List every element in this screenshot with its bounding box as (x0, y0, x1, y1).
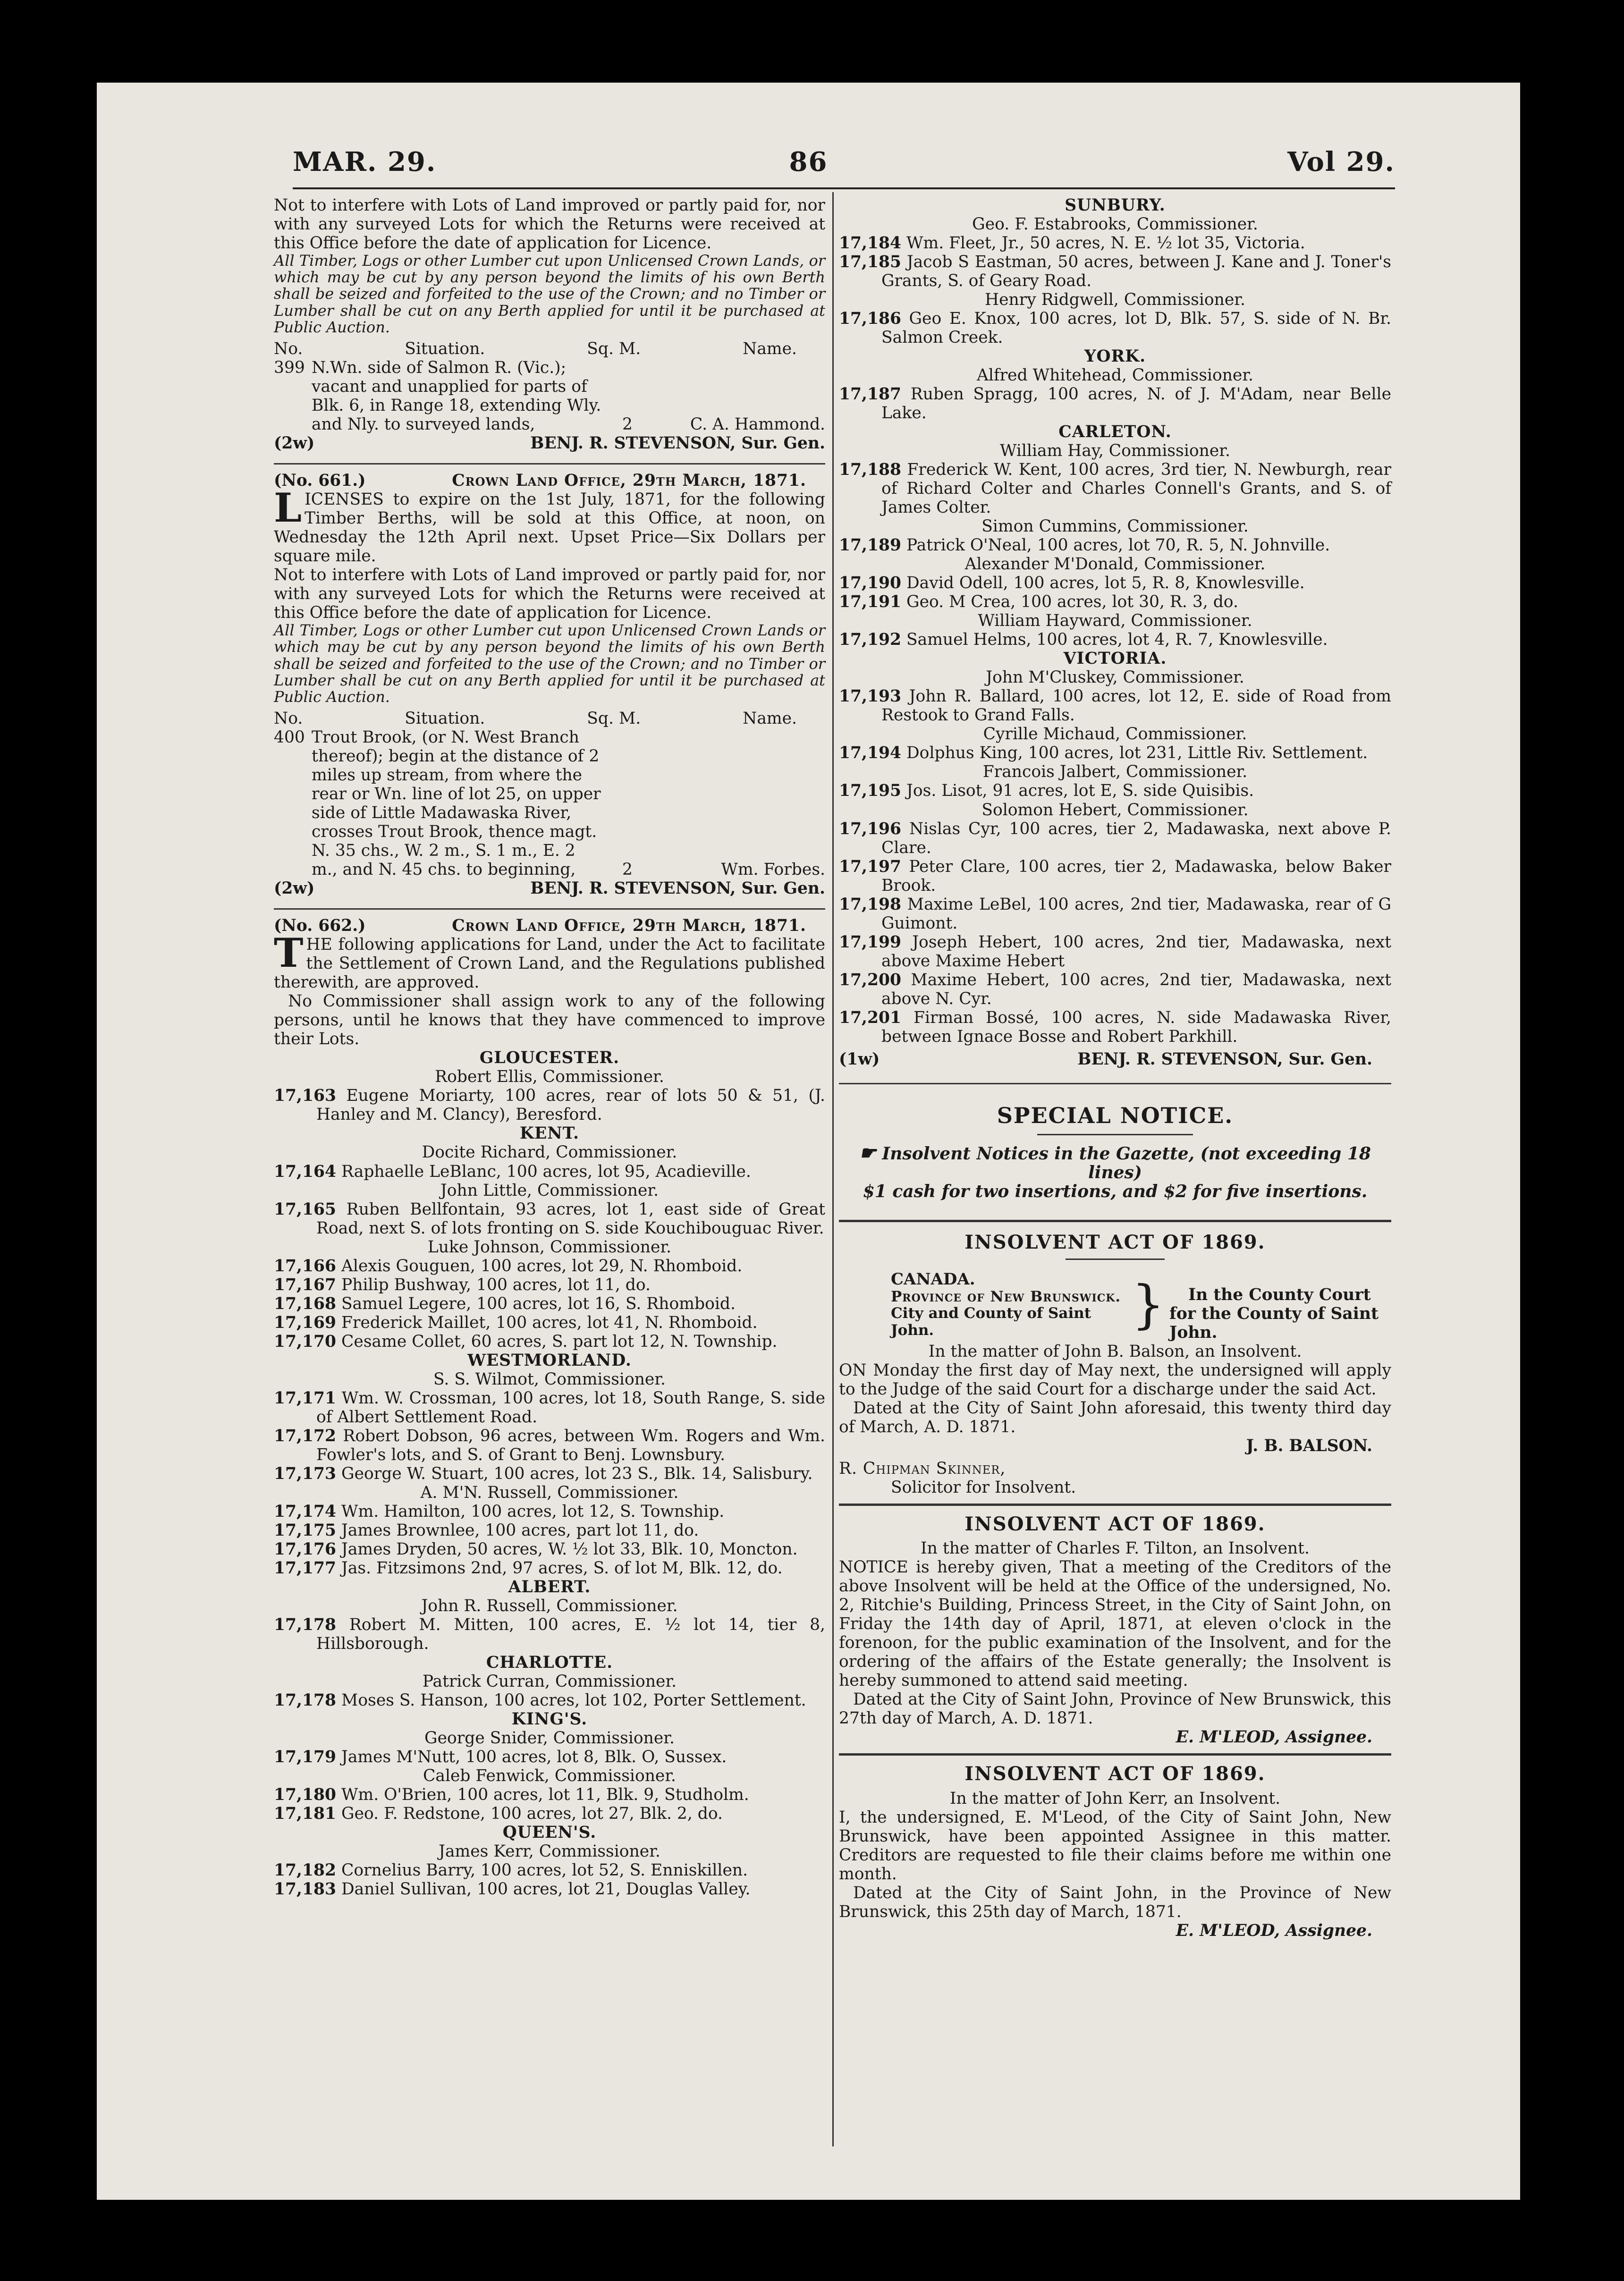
entry-number: 17,175 (274, 1521, 337, 1540)
col-no: No. (274, 709, 303, 728)
entry-text: David Odell, 100 acres, lot 5, R. 8, Knowlesville. (906, 574, 1305, 593)
berth-situation: Trout Brook, (or N. West Branch thereof); begin at the distance of 2 miles up stream, from where the rear or Wn. line of lot 25, on upper side of Little Madawaska River, crosses Trout Brook, thence magt. N. 35 chs., W. 2 m., S. 1 m., E. 2 m., and N. 45 chs. to beginning, (312, 728, 601, 879)
solicitor-name: R. Chipman Skinner, (839, 1459, 1006, 1478)
col-no: No. (274, 339, 303, 358)
application-entry (274, 1294, 825, 1313)
berth-name: C. A. Hammond. (690, 415, 825, 434)
commissioner: Geo. F. Estabrooks, Commissioner. (972, 215, 1258, 234)
entry-number: 17,163 (274, 1086, 337, 1106)
signature: BENJ. R. STEVENSON, Sur. Gen. (530, 879, 825, 898)
notice-body: I, the undersigned, E. M'Leod, of the City of Saint John, New Brunswick, have been appointed Assignee in this matter. Creditors are requested to file their claims before me within one month. (839, 1808, 1391, 1884)
entry-number: 17,190 (839, 574, 902, 593)
divider (274, 908, 825, 910)
dated-line: Dated at the City of Saint John aforesaid, this twenty third day of March, A. D. 1871. (839, 1398, 1391, 1436)
page-header (97, 146, 1520, 189)
special-notice-title: SPECIAL NOTICE. (997, 1102, 1234, 1128)
entry-text: Robert M. Mitten, 100 acres, E. ½ lot 14, tier 8, Hillsborough. (316, 1615, 826, 1653)
entry-number: 17,201 (839, 1008, 902, 1027)
entry-number: 17,185 (839, 253, 902, 272)
entry-text: Geo. M Crea, 100 acres, lot 30, R. 3, do. (906, 592, 1238, 612)
county-list (274, 1048, 825, 1899)
commissioner: Luke Johnson, Commissioner. (427, 1237, 672, 1257)
application-entry (274, 1389, 825, 1427)
notice-paragraph: No Commissioner shall assign work to any of the following persons, until he knows that they have commenced to improve their Lots. (274, 992, 825, 1049)
entry-text: Jas. Fitzsimons 2nd, 97 acres, S. of lot M, Blk. 12, do. (341, 1558, 783, 1578)
notice-number: (No. 661.) (274, 471, 366, 490)
county-heading: KING'S. (511, 1709, 588, 1729)
application-entry (274, 1276, 825, 1294)
col-situation: Situation. (405, 709, 485, 728)
dated-line: Dated at the City of Saint John, Province of New Brunswick, this 27th day of March, A. D. 1871. (839, 1690, 1391, 1728)
entry-number: 17,166 (274, 1256, 337, 1276)
commissioner: Alfred Whitehead, Commissioner. (976, 366, 1254, 385)
entry-text: Jacob S Eastman, 50 acres, between J. Kane and J. Toner's Grants, S. of Geary Road. (881, 253, 1392, 291)
county-heading: GLOUCESTER. (479, 1048, 620, 1068)
entry-text: Dolphus King, 100 acres, lot 231, Little Riv. Settlement. (906, 743, 1368, 763)
dated-line: Dated at the City of Saint John, in the Province of New Brunswick, this 25th day of March, 1871. (839, 1883, 1391, 1921)
application-entry (839, 857, 1391, 895)
entry-number: 17,182 (274, 1861, 337, 1880)
entry-text: Alexis Gouguen, 100 acres, lot 29, N. Rhomboid. (341, 1256, 743, 1276)
brace: } (1132, 1274, 1165, 1335)
commissioner: Patrick Curran, Commissioner. (422, 1672, 677, 1691)
application-entry (274, 1540, 825, 1559)
entry-text: Wm. Fleet, Jr., 50 acres, N. E. ½ lot 35, Victoria. (906, 234, 1305, 253)
entry-number: 17,191 (839, 592, 902, 612)
commissioner: Caleb Fenwick, Commissioner. (423, 1766, 677, 1785)
short-rule (1066, 1259, 1165, 1260)
county-heading: YORK. (1084, 347, 1146, 366)
commissioner: William Hay, Commissioner. (1000, 441, 1230, 461)
berth-situation: N.Wn. side of Salmon R. (Vic.); vacant and unapplied for parts of Blk. 6, in Range 18, extending Wly. and Nly. to surveyed lands, (312, 358, 601, 434)
jurisdiction-block (839, 1267, 1391, 1342)
entry-text: Geo E. Knox, 100 acres, lot D, Blk. 57, S. side of N. Br. Salmon Creek. (881, 309, 1391, 347)
insertion-code: (2w) (274, 434, 315, 453)
application-entry (839, 385, 1391, 422)
application-entry (274, 1086, 825, 1124)
entry-number: 17,169 (274, 1313, 337, 1332)
notice-heading (274, 916, 825, 935)
application-entry (839, 253, 1391, 290)
commissioner: Alexander M'Donald, Commissioner. (964, 555, 1266, 574)
application-entry (274, 1559, 825, 1578)
county-heading: CHARLOTTE. (486, 1653, 613, 1672)
divider (839, 1083, 1391, 1084)
notice-number: (No. 662.) (274, 916, 366, 936)
court-line: In the County Court (1188, 1285, 1371, 1304)
commissioner: James Kerr, Commissioner. (439, 1842, 660, 1861)
entry-text: Wm. O'Brien, 100 acres, lot 11, Blk. 9, Studholm. (341, 1785, 749, 1805)
entry-number: 17,197 (839, 857, 902, 876)
insolvent-notice-balson (839, 1232, 1391, 1497)
application-entry (839, 781, 1391, 800)
col-sqm: Sq. M. (587, 709, 641, 728)
pointing-hand-icon: ☛ (859, 1142, 876, 1165)
entry-number: 17,184 (839, 234, 902, 253)
application-entry (839, 630, 1391, 649)
gazette-page (97, 83, 1520, 2200)
county-heading: VICTORIA. (1063, 649, 1167, 668)
commissioner: Simon Cummins, Commissioner. (981, 517, 1249, 536)
commissioner: John Little, Commissioner. (440, 1181, 659, 1200)
office-date: Crown Land Office, 29th March, 1871. (452, 916, 806, 936)
province: Province of New Brunswick. (891, 1288, 1121, 1305)
application-entry (274, 1502, 825, 1521)
notice-body: ON Monday the first day of May next, the undersigned will apply to the Judge of the said Court for a discharge under the said Act. (839, 1360, 1391, 1399)
col-name: Name. (743, 339, 797, 358)
divider (839, 1504, 1391, 1506)
application-entry (274, 1464, 825, 1483)
commissioner: Francois Jalbert, Commissioner. (982, 762, 1248, 782)
signature: BENJ. R. STEVENSON, Sur. Gen. (530, 434, 825, 453)
left-column (274, 196, 825, 1899)
county-heading: CARLETON. (1058, 422, 1172, 442)
city: City and County of Saint John. (891, 1305, 1091, 1339)
entry-number: 17,170 (274, 1332, 337, 1351)
entry-text: Cesame Collet, 60 acres, S. part lot 12, N. Township. (341, 1332, 778, 1351)
signature: BENJ. R. STEVENSON, Sur. Gen. (1077, 1049, 1372, 1069)
application-entry (839, 592, 1391, 611)
header-volume: Vol 29. (1287, 146, 1395, 177)
divider (839, 1220, 1391, 1222)
right-column (839, 196, 1391, 1940)
county-heading: QUEEN'S. (502, 1823, 597, 1842)
entry-text: Wm. Hamilton, 100 acres, lot 12, S. Township. (341, 1502, 725, 1521)
signer: E. M'LEOD, Assignee. (1176, 1921, 1372, 1940)
application-entry (274, 1861, 825, 1880)
notice-body: NOTICE is hereby given, That a meeting of the Creditors of the above Insolvent will be held at the Office of the undersigned, No. 2, Ritchie's Building, Princess Street, in the City of Saint John, on Friday the 14th day of April, 1871, at eleven o'clock in the forenoon, for the public examination of the Insolvent, and for the ordering of the affairs of the Estate generally; the Insolvent is hereby summoned to attend said meeting. (839, 1558, 1391, 1690)
entry-text: Daniel Sullivan, 100 acres, lot 21, Douglas Valley. (341, 1880, 751, 1899)
commissioner: Robert Ellis, Commissioner. (435, 1067, 664, 1087)
insertion-code: (1w) (839, 1049, 880, 1069)
table-header (274, 709, 825, 728)
entry-number: 17,173 (274, 1464, 337, 1483)
commissioner: George Snider, Commissioner. (424, 1728, 675, 1748)
entry-number: 17,178 (274, 1690, 337, 1710)
application-entry (839, 309, 1391, 347)
special-notice-line: ☛ Insolvent Notices in the Gazette, (not exceeding 18 lines) (859, 1142, 1371, 1183)
application-entry (839, 460, 1391, 517)
berth-row (274, 728, 825, 879)
entry-text: Eugene Moriarty, 100 acres, rear of lots 50 & 51, (J. Hanley and M. Clancy), Beresford. (316, 1086, 826, 1124)
entry-text: Robert Dobson, 96 acres, between Wm. Rogers and Wm. Fowler's lots, and S. of Grant to Benj. Lownsbury. (316, 1426, 826, 1464)
solicitor-role: Solicitor for Insolvent. (891, 1478, 1076, 1497)
entry-text: Jos. Lisot, 91 acres, lot E, S. side Quisibis. (906, 781, 1254, 801)
entry-number: 17,168 (274, 1294, 337, 1313)
entry-number: 17,188 (839, 460, 902, 480)
application-entry (274, 1785, 825, 1804)
entry-text: Samuel Legere, 100 acres, lot 16, S. Rhomboid. (341, 1294, 736, 1313)
notice-paragraph: Not to interfere with Lots of Land improved or partly paid for, nor with any surveyed Lots for which the Returns were received at this Office before the date of application for Licence. (274, 566, 825, 623)
entry-text: Maxime Hebert, 100 acres, 2nd tier, Madawaska, next above N. Cyr. (881, 970, 1392, 1008)
application-entry (839, 574, 1391, 592)
application-entry (839, 1008, 1391, 1046)
application-entry (274, 1615, 825, 1653)
berth-sqm: 2 (622, 415, 633, 434)
notice-body: THE following applications for Land, under the Act to facilitate the Settlement of Crown Land, and the Regulations published therewith, are approved. (274, 929, 825, 992)
commissioner: Cyrille Michaud, Commissioner. (983, 725, 1247, 744)
berth-no: 399 (274, 358, 305, 377)
entry-text: Philip Bushway, 100 acres, lot 11, do. (341, 1275, 651, 1294)
commissioner: John R. Russell, Commissioner. (421, 1596, 678, 1615)
entry-text: Patrick O'Neal, 100 acres, lot 70, R. 5, N. Johnville. (906, 536, 1330, 555)
entry-number: 17,164 (274, 1162, 337, 1181)
application-entry (839, 743, 1391, 762)
berth-sqm: 2 (622, 860, 633, 879)
court-line: for the County of Saint John. (1169, 1304, 1379, 1342)
entry-number: 17,172 (274, 1426, 337, 1445)
header-rule (293, 187, 1395, 189)
entry-number: 17,178 (274, 1615, 337, 1634)
signer: J. B. BALSON. (1246, 1436, 1372, 1455)
entry-number: 17,192 (839, 630, 902, 650)
header-date: MAR. 29. (293, 146, 437, 177)
entry-text: Raphaelle LeBlanc, 100 acres, lot 95, Acadieville. (341, 1162, 751, 1181)
application-entry (274, 1162, 825, 1181)
entry-number: 17,165 (274, 1200, 337, 1219)
application-entry (839, 536, 1391, 555)
application-entry (839, 687, 1391, 725)
entry-text: George W. Stuart, 100 acres, lot 23 S., Blk. 14, Salisbury. (341, 1464, 813, 1483)
commissioner: John M'Cluskey, Commissioner. (986, 668, 1244, 687)
entry-number: 17,179 (274, 1747, 337, 1766)
entry-number: 17,194 (839, 743, 902, 763)
insolvent-notice-kerr (839, 1763, 1391, 1940)
application-entry (274, 1257, 825, 1276)
signature-line (274, 434, 825, 453)
entry-text: James Brownlee, 100 acres, part lot 11, do. (341, 1521, 699, 1540)
drop-cap: L (274, 484, 302, 532)
divider (274, 463, 825, 465)
entry-number: 17,171 (274, 1388, 337, 1408)
application-entry (274, 1427, 825, 1464)
matter-line: In the matter of John Kerr, an Insolvent. (949, 1789, 1281, 1808)
entry-number: 17,181 (274, 1804, 337, 1824)
commissioner: William Hayward, Commissioner. (978, 611, 1252, 631)
application-entry (274, 1804, 825, 1823)
entry-text: Ruben Spragg, 100 acres, N. of J. M'Adam, near Belle Lake. (881, 385, 1391, 423)
entry-number: 17,167 (274, 1275, 337, 1294)
entry-number: 17,186 (839, 309, 902, 329)
col-situation: Situation. (405, 339, 485, 358)
entry-text: Ruben Bellfontain, 93 acres, lot 1, east side of Great Road, next S. of lots fronting on S. side Kouchibouguac River. (316, 1200, 826, 1238)
entry-number: 17,198 (839, 895, 902, 914)
divider (839, 1753, 1391, 1756)
short-rule (1037, 1134, 1193, 1135)
county-heading: KENT. (519, 1124, 580, 1143)
entry-text: Frederick W. Kent, 100 acres, 3rd tier, N. Newburgh, rear of Richard Colter and Charles Connell's Grants, and S. of James Colter. (881, 460, 1391, 517)
entry-text: Joseph Hebert, 100 acres, 2nd tier, Madawaska, next above Maxime Hebert (881, 932, 1392, 971)
entry-number: 17,174 (274, 1502, 337, 1521)
entry-number: 17,189 (839, 536, 902, 555)
commissioner: S. S. Wilmot, Commissioner. (433, 1369, 666, 1389)
insertion-code: (2w) (274, 879, 315, 898)
entry-text: Samuel Helms, 100 acres, lot 4, R. 7, Knowlesville. (906, 630, 1328, 650)
application-entry (839, 971, 1391, 1008)
entry-number: 17,196 (839, 819, 902, 838)
entry-number: 17,193 (839, 687, 902, 706)
entry-number: 17,177 (274, 1558, 337, 1578)
entry-number: 17,195 (839, 781, 902, 801)
berth-no: 400 (274, 728, 305, 747)
signer: E. M'LEOD, Assignee. (1176, 1728, 1372, 1747)
table-header (274, 339, 825, 358)
country: CANADA. (891, 1269, 975, 1289)
application-entry (274, 1521, 825, 1540)
office-date: Crown Land Office, 29th March, 1871. (452, 471, 806, 490)
entry-text: James M'Nutt, 100 acres, lot 8, Blk. O, Sussex. (341, 1747, 727, 1766)
county-heading: WESTMORLAND. (467, 1351, 632, 1370)
county-heading: ALBERT. (508, 1577, 591, 1597)
col-name: Name. (743, 709, 797, 728)
entry-number: 17,180 (274, 1785, 337, 1805)
application-entry (274, 1313, 825, 1332)
commissioner: A. M'N. Russell, Commissioner. (420, 1483, 679, 1502)
notice-body: LICENSES to expire on the 1st July, 1871, for the following Timber Berths, will be sold at this Office, at noon, on Wednesday the 12th April next. Upset Price—Six Dollars per square mile. (274, 484, 825, 566)
county-heading: SUNBURY. (1065, 196, 1166, 215)
commissioner: Solomon Hebert, Commissioner. (981, 800, 1249, 819)
application-entry (274, 1748, 825, 1766)
entry-text: Peter Clare, 100 acres, tier 2, Madawaska, below Baker Brook. (881, 857, 1391, 895)
signature-line (274, 879, 825, 898)
matter-line: In the matter of John B. Balson, an Insolvent. (928, 1342, 1302, 1361)
entry-text: John R. Ballard, 100 acres, lot 12, E. side of Road from Restook to Grand Falls. (881, 687, 1391, 725)
entry-text: Cornelius Barry, 100 acres, lot 52, S. Enniskillen. (341, 1861, 748, 1880)
entry-text: Wm. W. Crossman, 100 acres, lot 18, South Range, S. side of Albert Settlement Road. (316, 1388, 825, 1427)
entry-text: Moses S. Hanson, 100 acres, lot 102, Porter Settlement. (341, 1690, 806, 1710)
application-entry (839, 819, 1391, 857)
berth-row (274, 358, 825, 434)
notice-title: INSOLVENT ACT OF 1869. (964, 1763, 1266, 1785)
berth-name: Wm. Forbes. (721, 860, 825, 879)
entry-text: James Dryden, 50 acres, W. ½ lot 33, Blk. 10, Moncton. (341, 1539, 798, 1559)
application-entry (839, 234, 1391, 253)
application-entry (839, 933, 1391, 971)
entry-text: Frederick Maillet, 100 acres, lot 41, N. Rhomboid. (341, 1313, 758, 1332)
entry-number: 17,183 (274, 1880, 337, 1899)
matter-line: In the matter of Charles F. Tilton, an Insolvent. (921, 1539, 1310, 1558)
commissioner: Henry Ridgwell, Commissioner. (985, 290, 1245, 310)
notice-heading (274, 471, 825, 490)
special-notice-line: $1 cash for two insertions, and $2 for five insertions. (863, 1181, 1368, 1201)
entry-number: 17,176 (274, 1539, 337, 1559)
application-entry (274, 1880, 825, 1899)
commissioner: Docite Richard, Commissioner. (422, 1143, 677, 1162)
application-entry (839, 895, 1391, 933)
application-entry (274, 1691, 825, 1710)
entry-text: Maxime LeBel, 100 acres, 2nd tier, Madawaska, rear of G Guimont. (881, 895, 1392, 933)
notice-italic-paragraph: All Timber, Logs or other Lumber cut upon Unlicensed Crown Lands, or which may be cut by any person beyond the limits of his own Berth shall be seized and forfeited to the use of the Crown; and no Timber or Lumber shall be cut on any Berth applied for until it be purchased at Public Auction. (274, 252, 825, 336)
entry-number: 17,187 (839, 385, 902, 404)
insolvent-notice-tilton (839, 1513, 1391, 1747)
entry-text: Geo. F. Redstone, 100 acres, lot 27, Blk. 2, do. (341, 1804, 723, 1824)
application-entry (274, 1332, 825, 1351)
entry-number: 17,200 (839, 970, 902, 989)
notice-title: INSOLVENT ACT OF 1869. (964, 1231, 1266, 1254)
col-sqm: Sq. M. (587, 339, 641, 358)
entry-text: Firman Bossé, 100 acres, N. side Madawaska River, between Ignace Bosse and Robert Parkhill. (881, 1008, 1392, 1046)
signature-line (839, 1050, 1391, 1069)
county-list (839, 196, 1391, 1046)
entry-number: 17,199 (839, 932, 902, 952)
entry-text: Nislas Cyr, 100 acres, tier 2, Madawaska, next above P. Clare. (881, 819, 1391, 857)
drop-cap: T (274, 929, 304, 977)
column-divider (832, 192, 834, 2146)
application-entry (274, 1200, 825, 1238)
notice-paragraph: Not to interfere with Lots of Land improved or partly paid for, nor with any surveyed Lots for which the Returns were received at this Office before the date of application for Licence. (274, 196, 825, 253)
notice-italic-paragraph: All Timber, Logs or other Lumber cut upon Unlicensed Crown Lands or which may be cut by any person beyond the limits of his own Berth shall be seized and forfeited to the use of the Crown; and no Timber or Lumber shall be cut on any Berth applied for until it be purchased at Public Auction. (274, 621, 825, 706)
page-number: 86 (789, 146, 828, 177)
notice-title: INSOLVENT ACT OF 1869. (964, 1512, 1266, 1535)
